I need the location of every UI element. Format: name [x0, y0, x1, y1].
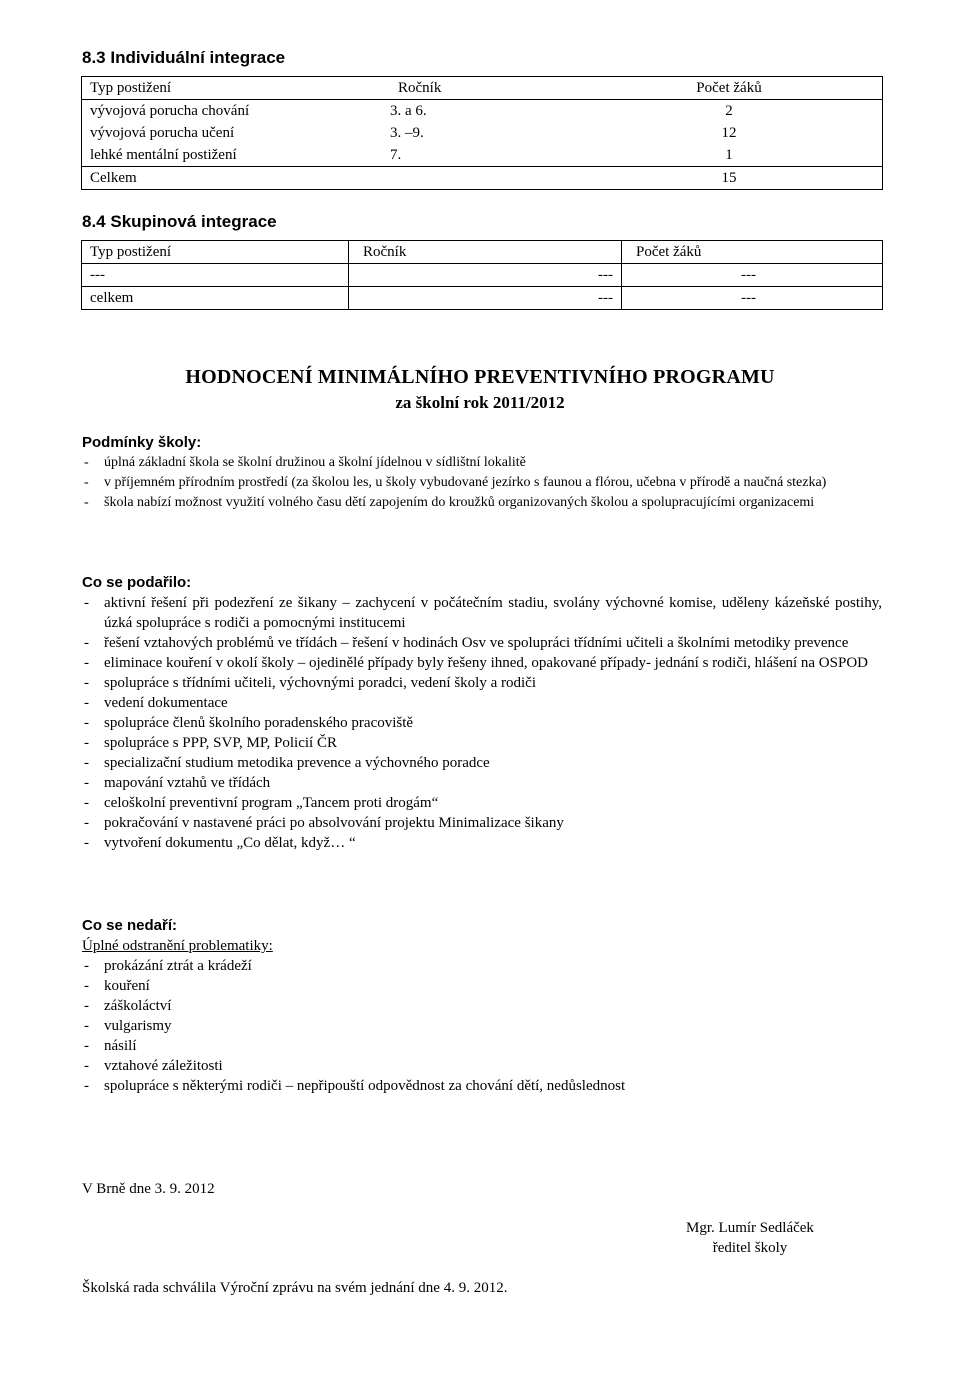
list-item: - spolupráce s některými rodiči – nepřipouští odpovědnost za chování dětí, nedůslednost — [84, 1078, 626, 1094]
table-cell: 1 — [725, 147, 733, 163]
table-cell: --- — [349, 287, 622, 310]
failure-subheading: Úplné odstranění problematiky: — [82, 938, 273, 954]
list-item: - úplná základní škola se školní družinou a školní jídelnou v sídlištní lokalitě — [84, 455, 526, 470]
list-item: - násilí — [84, 1038, 137, 1054]
list-item: - záškoláctví — [84, 998, 172, 1014]
table-row — [82, 287, 883, 310]
list-item: - mapování vztahů ve třídách — [84, 775, 271, 791]
list-item: - vytvoření dokumentu „Co dělat, když… “ — [84, 835, 356, 851]
table-cell: 15 — [721, 170, 737, 186]
header-cell: Ročník — [398, 80, 442, 96]
list-item: - kouření — [84, 978, 150, 994]
list-item: - spolupráce s PPP, SVP, MP, Policií ČR — [84, 735, 337, 751]
list-item: - vedení dokumentace — [84, 695, 228, 711]
table-cell: --- — [90, 267, 105, 283]
table-row — [82, 122, 883, 144]
failure-heading: Co se nedaří: — [82, 917, 178, 934]
table-cell: 7. — [390, 147, 402, 163]
table-cell: 2 — [725, 103, 733, 119]
table-cell: celkem — [90, 290, 134, 306]
list-item: - specializační studium metodika prevence a výchovného poradce — [84, 755, 490, 771]
table-cell: 3. a 6. — [390, 103, 427, 119]
approval-note: Školská rada schválila Výroční zprávu na svém jednání dne 4. 9. 2012. — [82, 1280, 508, 1296]
conditions-section — [82, 433, 882, 513]
list-item: - vztahové záležitosti — [84, 1058, 223, 1074]
list-item: - škola nabízí možnost využití volného času dětí zapojením do kroužků organizovaných školou a spolupracujícími organizacemi — [84, 495, 815, 510]
place-date: V Brně dne 3. 9. 2012 — [82, 1181, 215, 1197]
list-item: - pokračování v nastavené práci po absolvování projektu Minimalizace šikany — [84, 815, 564, 831]
list-item: - spolupráce s třídními učiteli, výchovnými poradci, vedení školy a rodiči — [84, 675, 536, 691]
evaluation-title: HODNOCENÍ MINIMÁLNÍHO PREVENTIVNÍHO PROGRAMU — [185, 366, 775, 388]
table-cell: --- — [622, 287, 883, 310]
list-item: - prokázání ztrát a krádeží — [84, 958, 252, 974]
list-item: - eliminace kouření v okolí školy – ojedinělé případy byly řešeny ihned, opakované případy- jednání s rodiči, hlášení na OSPOD — [84, 655, 868, 671]
header-cell: Počet žáků — [622, 241, 883, 264]
header-cell: Počet žáků — [696, 80, 762, 96]
list-item: - spolupráce členů školního poradenského pracoviště — [84, 715, 414, 731]
group-integration-table — [81, 240, 883, 310]
list-item: - celoškolní preventivní program „Tancem proti drogám“ — [84, 795, 439, 811]
table-cell: lehké mentální postižení — [90, 147, 237, 163]
success-section — [82, 573, 882, 853]
failure-section — [82, 916, 882, 1096]
header-cell: Ročník — [349, 241, 622, 264]
signatory-role: ředitel školy — [712, 1240, 788, 1256]
success-heading: Co se podařilo: — [82, 574, 192, 591]
list-item: - aktivní řešení při podezření ze šikany – zachycení v počátečním stadiu, svolány výchovné komise, uděleny kázeňské postihy, úzká spolupráce s rodiči a pomocnými institucemi — [84, 595, 882, 631]
list-item: - řešení vztahových problémů ve třídách – řešení v hodinách Osv ve spolupráci třídními učiteli a školními metodiky prevence — [84, 635, 849, 651]
header-cell: Typ postižení — [90, 244, 172, 260]
table-header-row — [82, 77, 883, 100]
individual-integration-table — [81, 76, 883, 190]
table-cell: vývojová porucha chování — [90, 103, 250, 119]
table-row — [82, 100, 883, 123]
table-cell: vývojová porucha učení — [90, 125, 235, 141]
table-cell: Celkem — [90, 170, 137, 186]
conditions-heading: Podmínky školy: — [82, 434, 202, 451]
list-item: - vulgarismy — [84, 1018, 172, 1034]
table-cell: 3. –9. — [390, 125, 424, 141]
table-row — [82, 264, 883, 287]
table-row — [82, 144, 883, 167]
table-cell: --- — [349, 264, 622, 287]
table-cell: 12 — [721, 125, 737, 141]
signatory-name: Mgr. Lumír Sedláček — [686, 1220, 814, 1236]
section-heading-individual: 8.3 Individuální integrace — [82, 48, 286, 67]
table-cell — [390, 167, 568, 190]
evaluation-subtitle: za školní rok 2011/2012 — [395, 393, 565, 412]
section-heading-group: 8.4 Skupinová integrace — [82, 212, 277, 231]
table-row-total — [82, 167, 883, 190]
table-header-row — [82, 241, 883, 264]
table-cell: --- — [622, 264, 883, 287]
header-cell: Typ postižení — [90, 80, 172, 96]
list-item: - v příjemném přírodním prostředí (za školou les, u školy vybudované jezírko s faunou a flórou, učebna v přírodě a naučná stezka) — [84, 475, 827, 490]
